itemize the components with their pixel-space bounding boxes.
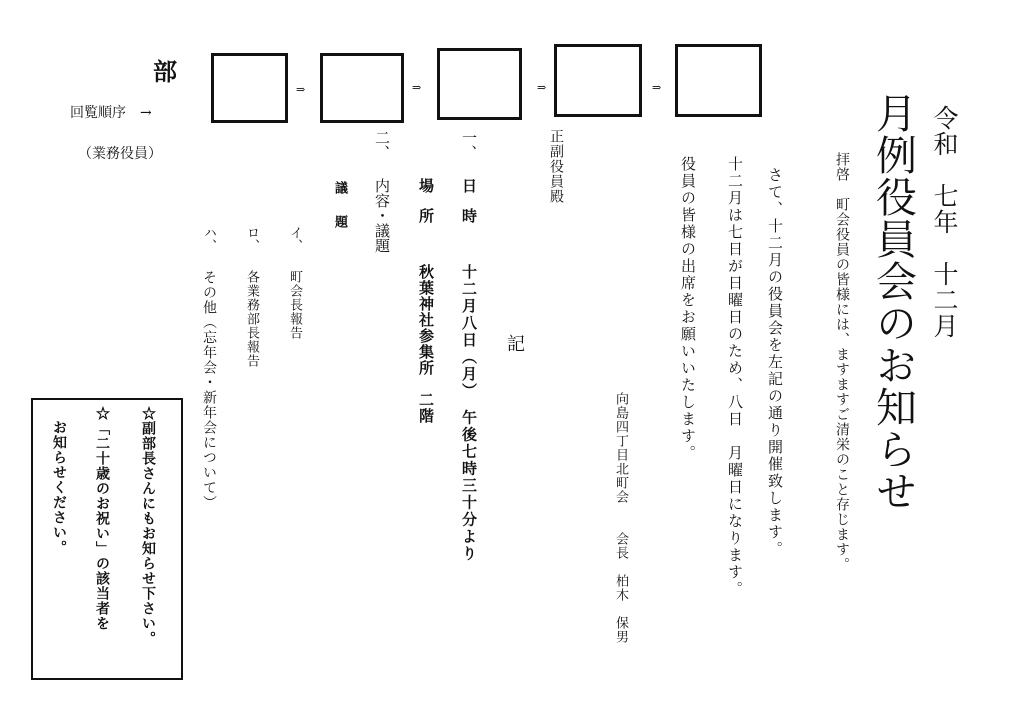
datetime-value: 十二月八日（月） 午後七時三十分より: [460, 264, 478, 563]
body-line-3: 役員の皆様の出席をお願いいたします。: [679, 156, 697, 462]
role-label: （業務役員）: [78, 146, 162, 162]
stamp-box-1[interactable]: [211, 53, 288, 123]
place-value: 秋葉神社参集所 二階: [417, 264, 435, 424]
addressee: 正副役員殿: [548, 129, 564, 204]
agenda-ha-text: その他（忘年会・新年会について）: [201, 270, 217, 510]
item1-number: 一、: [460, 130, 478, 160]
agenda-ro-text: 各業務部長報告: [244, 270, 259, 368]
stamp-box-3[interactable]: [437, 48, 522, 120]
agenda-ro-label: ロ、: [244, 226, 259, 252]
right-arrow-icon: ⇒: [412, 81, 422, 94]
circulation-order-label: 回覧順序 →: [70, 105, 152, 121]
datetime-label: 日 時: [460, 178, 478, 223]
content-label: 内容・議題: [373, 178, 391, 253]
right-arrow-icon: ⇒: [537, 81, 547, 94]
place-label: 場 所: [417, 178, 435, 223]
agenda-i-text: 町会長報告: [287, 270, 302, 340]
stamp-box-4[interactable]: [554, 44, 642, 117]
date-line: 令和 七年 十二月: [930, 105, 959, 339]
stamp-box-2[interactable]: [320, 53, 404, 123]
signature: 向島四丁目北町会 会長 柏木 保男: [613, 392, 628, 644]
agenda-i-label: イ、: [287, 226, 302, 252]
note-line-3: お知らせください。: [51, 420, 67, 555]
note-line-1: ☆副部長さんにもお知らせ下さい。: [140, 406, 156, 646]
agenda-label: 議 題: [332, 181, 347, 232]
page-title: 月例役員会のお知らせ: [869, 92, 917, 512]
greeting-line: 拝啓 町会役員の皆様には、ますますご清栄のこと存じます。: [834, 152, 850, 572]
stamp-box-5[interactable]: [675, 44, 762, 117]
body-line-2: 十二月は七日が日曜日のため、八日 月曜日になります。: [726, 156, 744, 598]
body-line-1: さて、十二月の役員会を左記の通り開催致します。: [766, 167, 784, 558]
item2-number: 二、: [373, 130, 391, 160]
bu-label: 部: [153, 57, 177, 86]
right-arrow-icon: ⇒: [296, 83, 306, 96]
agenda-ha-label: ハ、: [201, 226, 216, 252]
ki-label: 記: [504, 334, 525, 352]
right-arrow-icon: ⇒: [652, 81, 662, 94]
note-line-2: ☆「二十歳のお祝い」の該当者を: [94, 406, 110, 631]
